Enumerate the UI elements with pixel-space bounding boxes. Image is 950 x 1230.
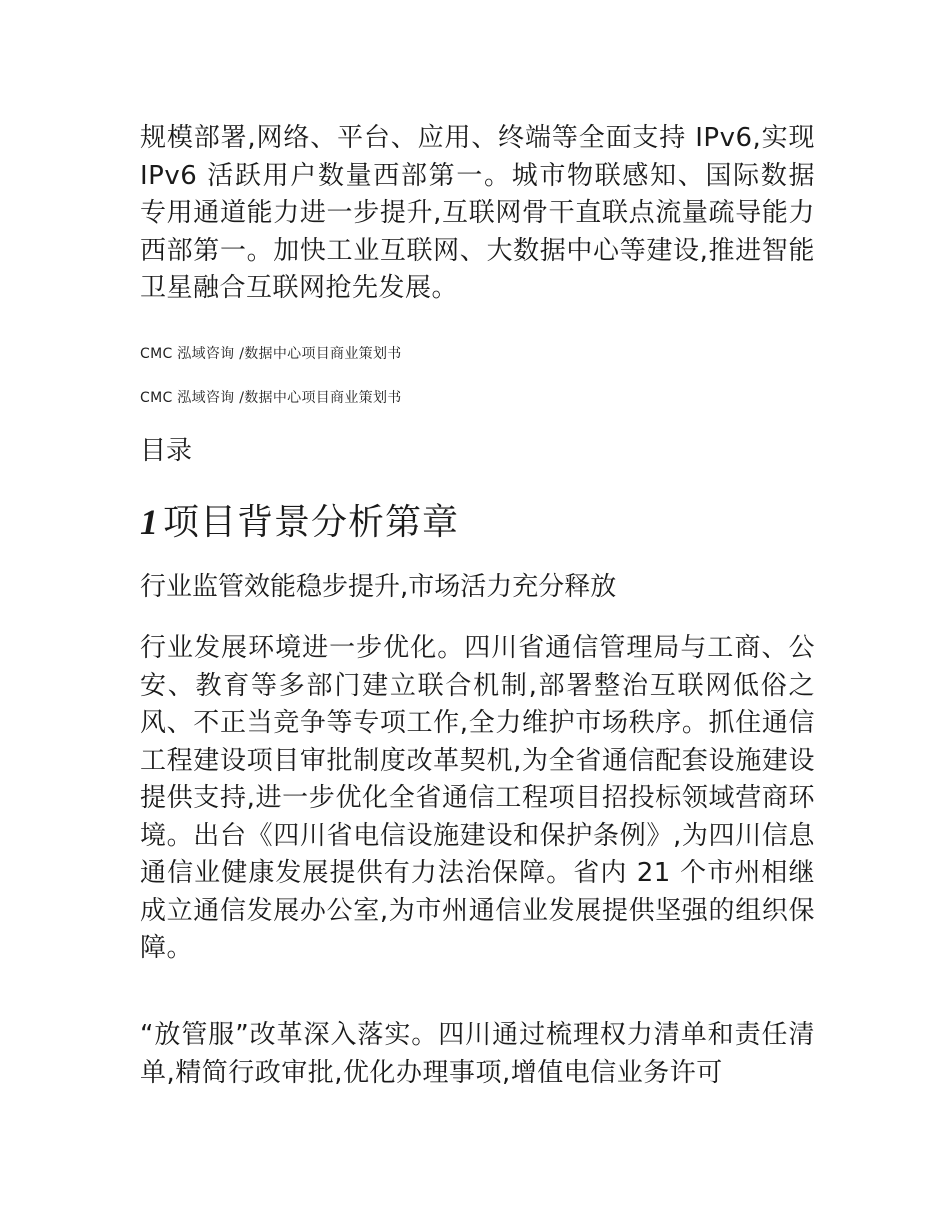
chapter-number: 1 bbox=[140, 502, 159, 542]
running-header-1: CMC 泓域咨询 /数据中心项目商业策划书 bbox=[140, 346, 402, 362]
body-paragraph-1: 行业发展环境进一步优化。四川省通信管理局与工商、公安、教育等多部门建立联合机制,部署整治互联网低俗之风、不正当竞争等专项工作,全力维护市场秩序。抓住通信工程建设项目审批制度改革契机,为全省通信配套设施建设提供支持,进一步优化全省通信工程项目招投标领域营商环境。出台《四川省电信设施建设和保护条例》,为四川信息通信业健康发展提供有力法治保障。省内 21 个市州相继成立通信发展办公室,为市州通信业发展提供坚强的组织保障。 bbox=[140, 633, 815, 963]
body-paragraph-2: “放管服”改革深入落实。四川通过梳理权力清单和责任清单,精简行政审批,优化办理事项,增值电信业务许可 bbox=[140, 1020, 815, 1088]
toc-heading: 目录 bbox=[140, 436, 193, 466]
section-heading: 行业监管效能稳步提升,市场活力充分释放 bbox=[140, 572, 617, 602]
intro-paragraph: 规模部署,网络、平台、应用、终端等全面支持 IPv6,实现 IPv6 活跃用户数量西部第一。城市物联感知、国际数据专用通道能力进一步提升,互联网骨干直联点流量疏导能力西部第一。加快工业互联网、大数据中心等建设,推进智能卫星融合互联网抢先发展。 bbox=[140, 123, 815, 303]
running-header-2: CMC 泓域咨询 /数据中心项目商业策划书 bbox=[140, 390, 402, 406]
chapter-title-text: 项目背景分析第章 bbox=[163, 502, 460, 543]
chapter-heading bbox=[140, 495, 459, 550]
